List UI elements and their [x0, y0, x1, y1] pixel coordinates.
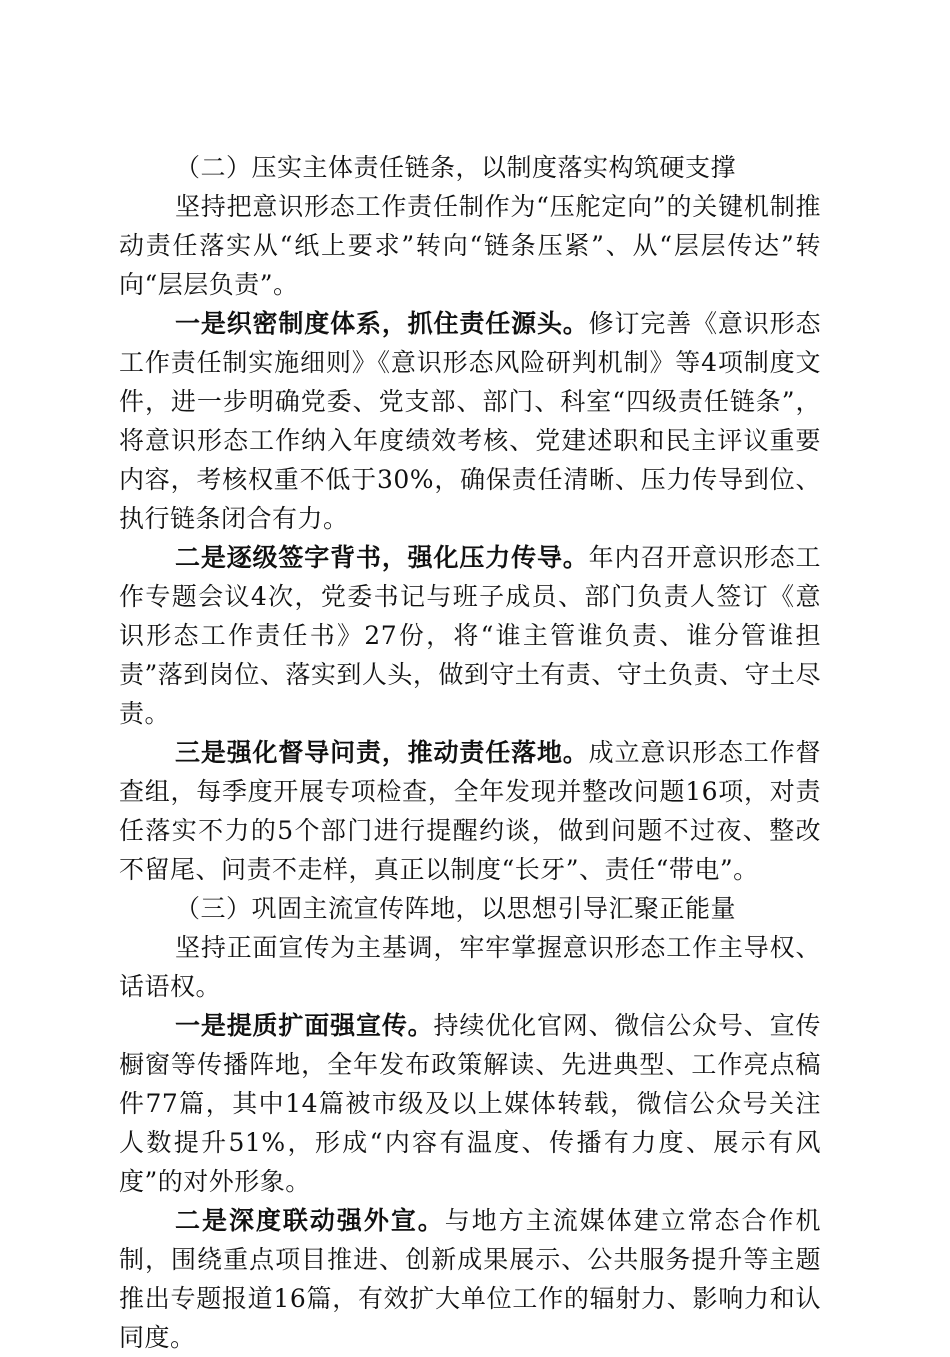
section-intro-2: 坚持把意识形态工作责任制作为“压舵定向”的关键机制推动责任落实从“纸上要求”转向“链条压紧”、从“层层传达”转向“层层负责”。	[119, 192, 821, 299]
paragraph-body: 成立意识形态工作督查组，每季度开展专项检查，全年发现并整改问题16项，对责任落实不力的5个部门进行提醒约谈，做到问题不过夜、整改不留尾、问责不走样，真正以制度“长牙”、责任“带电”。	[119, 738, 821, 884]
section-heading-2: （二）压实主体责任链条，以制度落实构筑硬支撑	[175, 153, 737, 182]
paragraph-body: 修订完善《意识形态工作责任制实施细则》《意识形态风险研判机制》等4项制度文件，进一步明确党委、党支部、部门、科室“四级责任链条”，将意识形态工作纳入年度绩效考核、党建述职和民主评议重要内容，考核权重不低于30%，确保责任清晰、压力传导到位、执行链条闭合有力。	[119, 309, 821, 533]
document-page	[119, 148, 821, 1357]
paragraph-body: 年内召开意识形态工作专题会议4次，党委书记与班子成员、部门负责人签订《意识形态工作责任书》27份，将“谁主管谁负责、谁分管谁担责”落到岗位、落实到人头，做到守土有责、守土负责、守土尽责。	[119, 543, 821, 728]
paragraph-item	[119, 1006, 821, 1201]
paragraph-lead: 三是强化督导问责，推动责任落地。	[175, 738, 589, 767]
paragraph-item	[119, 1201, 821, 1357]
paragraph-lead: 二是深度联动强外宣。	[175, 1206, 445, 1235]
paragraph-lead: 一是织密制度体系，抓住责任源头。	[175, 309, 589, 338]
paragraph-item	[119, 733, 821, 889]
paragraph-body: 与地方主流媒体建立常态合作机制，围绕重点项目推进、创新成果展示、公共服务提升等主题推出专题报道16篇，有效扩大单位工作的辐射力、影响力和认同度。	[119, 1206, 821, 1352]
paragraph-lead: 二是逐级签字背书，强化压力传导。	[175, 543, 589, 572]
paragraph-lead: 一是提质扩面强宣传。	[175, 1011, 434, 1040]
paragraph-item	[119, 538, 821, 733]
paragraph-body: 持续优化官网、微信公众号、宣传橱窗等传播阵地，全年发布政策解读、先进典型、工作亮点稿件77篇，其中14篇被市级及以上媒体转载，微信公众号关注人数提升51%，形成“内容有温度、传播有力度、展示有风度”的对外形象。	[119, 1011, 821, 1196]
section-intro-3: 坚持正面宣传为主基调，牢牢掌握意识形态工作主导权、话语权。	[119, 933, 821, 1001]
section-heading-3: （三）巩固主流宣传阵地，以思想引导汇聚正能量	[175, 894, 737, 923]
paragraph-item	[119, 304, 821, 538]
